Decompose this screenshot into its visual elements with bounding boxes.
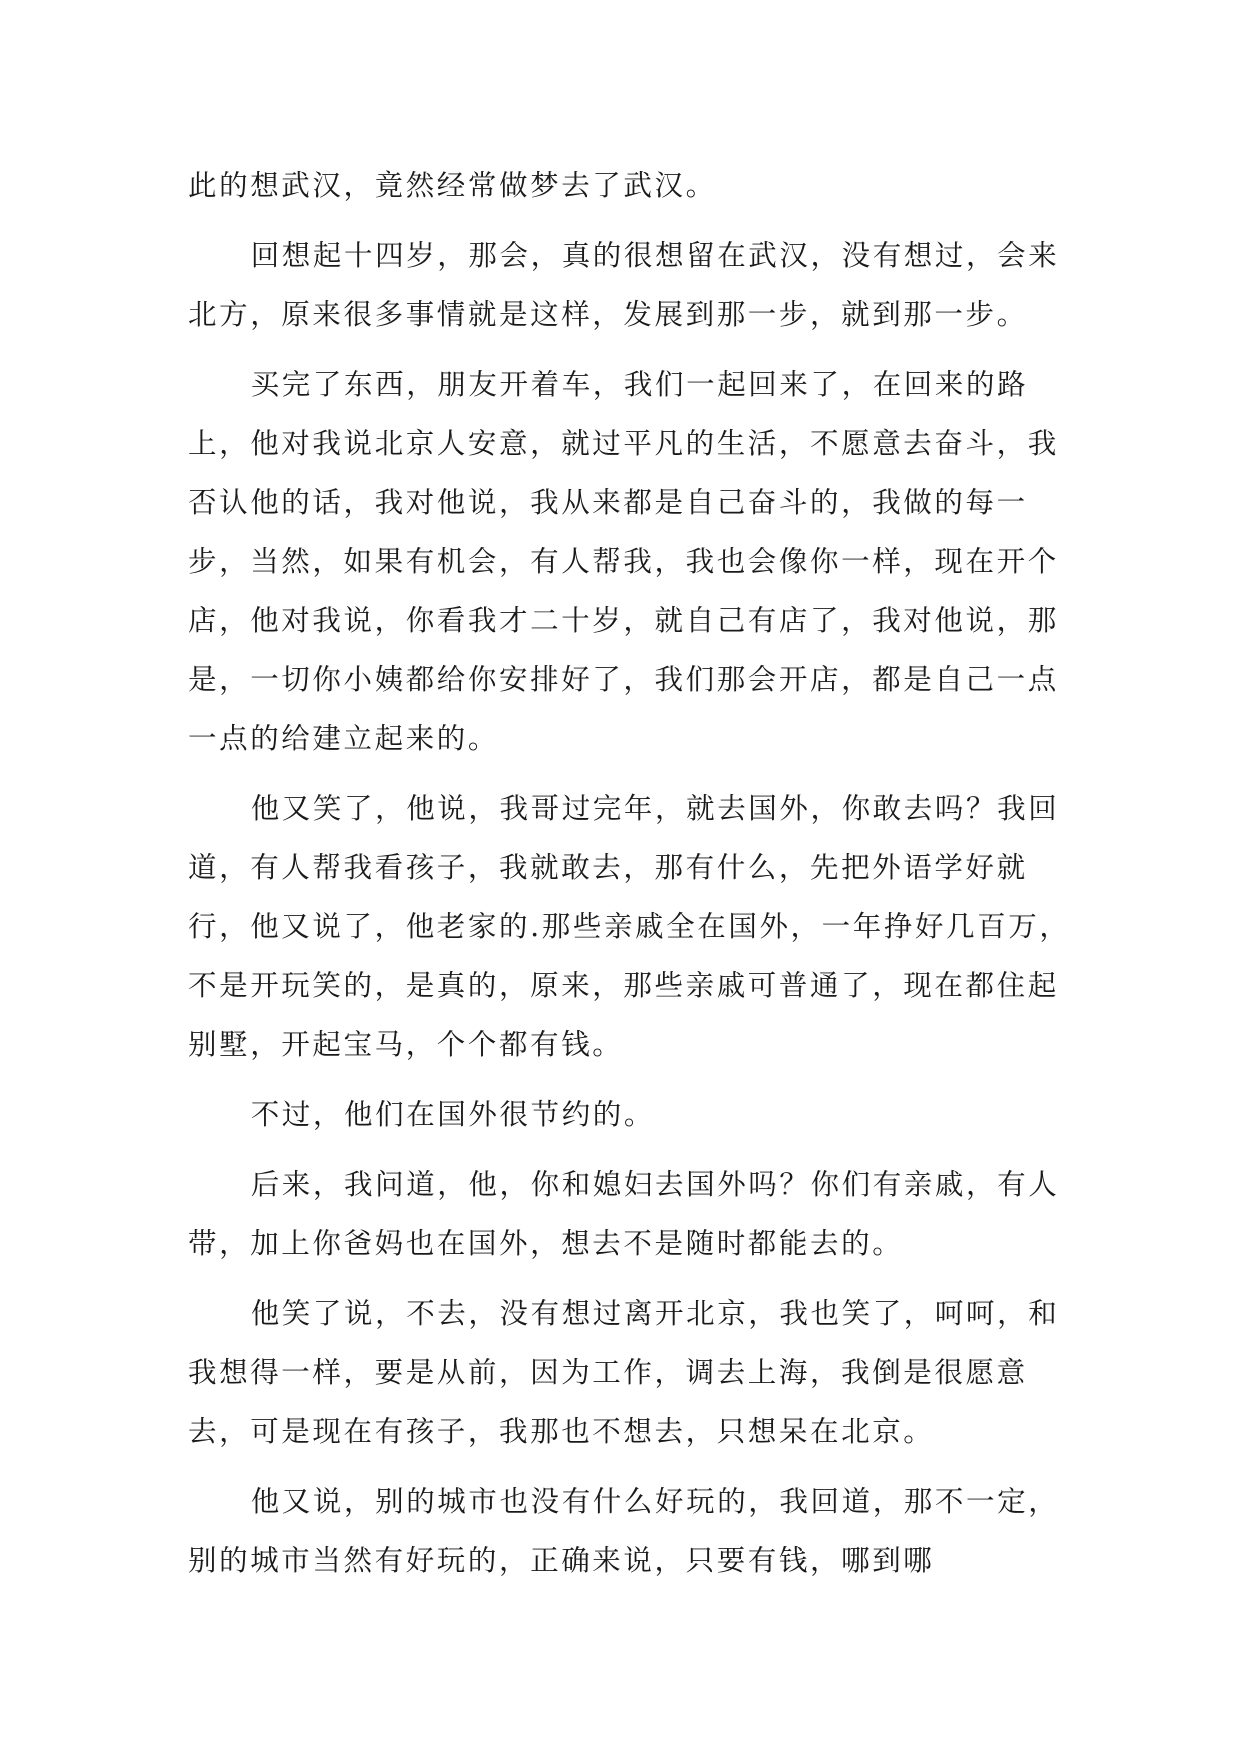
- paragraph-4: 他又笑了，他说，我哥过完年，就去国外，你敢去吗？我回道，有人帮我看孩子，我就敢去，那有什么，先把外语学好就行，他又说了，他老家的.那些亲戚全在国外，一年挣好几百万，不是开玩笑的，是真的，原来，那些亲戚可普通了，现在都住起别墅，开起宝马，个个都有钱。: [188, 792, 1071, 1061]
- paragraph-5: 不过，他们在国外很节约的。: [250, 1098, 655, 1131]
- paragraph-8: 他又说，别的城市也没有什么好玩的，我回道，那不一定，别的城市当然有好玩的，正确来说，只要有钱，哪到哪: [188, 1485, 1060, 1577]
- paragraph-3: 买完了东西，朋友开着车，我们一起回来了，在回来的路上，他对我说北京人安意，就过平凡的生活，不愿意去奋斗，我否认他的话，我对他说，我从来都是自己奋斗的，我做的每一步，当然，如果有机会，有人帮我，我也会像你一样，现在开个店，他对我说，你看我才二十岁，就自己有店了，我对他说，那是，一切你小姨都给你安排好了，我们那会开店，都是自己一点一点的给建立起来的。: [188, 368, 1059, 755]
- paragraph-2: 回想起十四岁，那会，真的很想留在武汉，没有想过，会来北方，原来很多事情就是这样，发展到那一步，就到那一步。: [188, 239, 1060, 331]
- paragraph-1: 此的想武汉，竟然经常做梦去了武汉。: [188, 169, 717, 202]
- paragraph-7: 他笑了说，不去，没有想过离开北京，我也笑了，呵呵，和我想得一样，要是从前，因为工作，调去上海，我倒是很愿意去，可是现在有孩子，我那也不想去，只想呆在北京。: [188, 1297, 1060, 1448]
- document-body: [188, 156, 1078, 1601]
- paragraph-6: 后来，我问道，他，你和媳妇去国外吗？你们有亲戚，有人带，加上你爸妈也在国外，想去不是随时都能去的。: [188, 1168, 1060, 1260]
